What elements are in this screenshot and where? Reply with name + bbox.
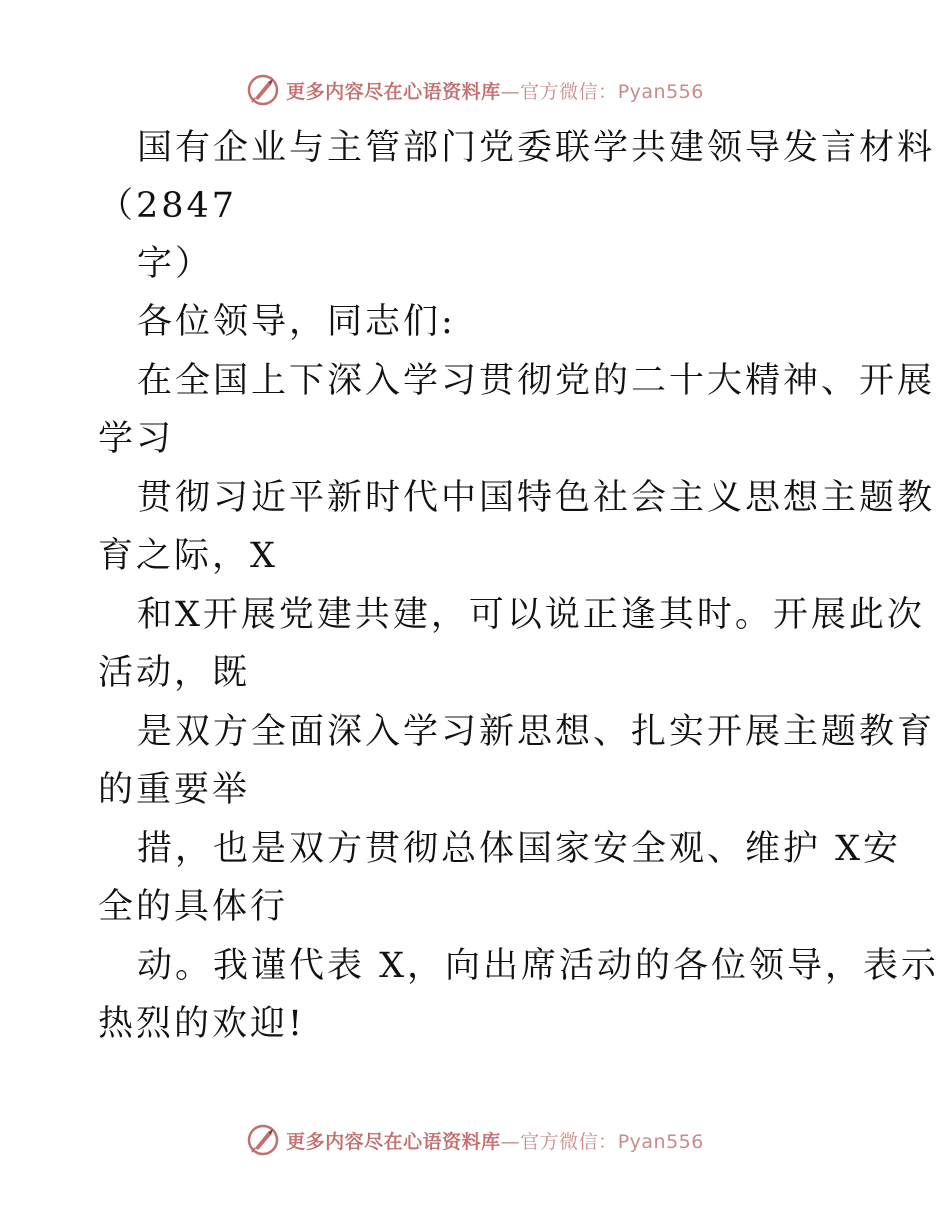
document-title: 国有企业与主管部门党委联学共建领导发言材料	[137, 128, 936, 168]
quill-pen-logo-icon	[246, 1123, 280, 1157]
watermark-wechat-id: Pyan556	[617, 80, 704, 103]
paragraph-line: 是双方全面深入学习新思想、扎实开展主题教育	[137, 712, 936, 752]
watermark-separator: —	[500, 80, 521, 103]
document-title-wordcount: （2847	[98, 186, 238, 226]
paragraph-line: 贯彻习近平新时代中国特色社会主义思想主题教	[137, 478, 936, 518]
watermark-text	[286, 1127, 704, 1154]
watermark-contact: 官方微信：	[520, 80, 618, 103]
paragraph-line: 措，也是双方贯彻总体国家安全观、维护 X安	[137, 829, 902, 869]
watermark-contact: 官方微信：	[520, 1130, 618, 1153]
watermark-brand: 更多内容尽在心语资料库	[286, 80, 501, 103]
paragraph-line: 和X开展党建共建，可以说正逢其时。开展此次	[137, 595, 925, 635]
paragraph-line: 的重要举	[98, 770, 251, 810]
paragraph-line: 全的具体行	[98, 887, 289, 927]
watermark-wechat-id: Pyan556	[617, 1130, 704, 1153]
watermark-separator: —	[500, 1130, 521, 1153]
paragraph-line: 在全国上下深入学习贯彻党的二十大精神、开展	[137, 361, 936, 401]
quill-pen-logo-icon	[246, 73, 280, 107]
watermark-text	[286, 77, 704, 104]
header-watermark	[0, 70, 950, 110]
paragraph-line: 活动，既	[98, 653, 251, 693]
salutation: 各位领导，同志们:	[137, 302, 456, 342]
paragraph-line: 学习	[98, 419, 175, 459]
footer-watermark	[0, 1120, 950, 1160]
paragraph-line: 动。我谨代表 X，向出席活动的各位领导，表示	[137, 946, 940, 986]
paragraph-line: 热烈的欢迎!	[98, 1004, 306, 1044]
paragraph-line: 育之际，X	[98, 536, 278, 576]
document-title-wordcount-end: 字）	[137, 244, 214, 284]
watermark-brand: 更多内容尽在心语资料库	[286, 1130, 501, 1153]
